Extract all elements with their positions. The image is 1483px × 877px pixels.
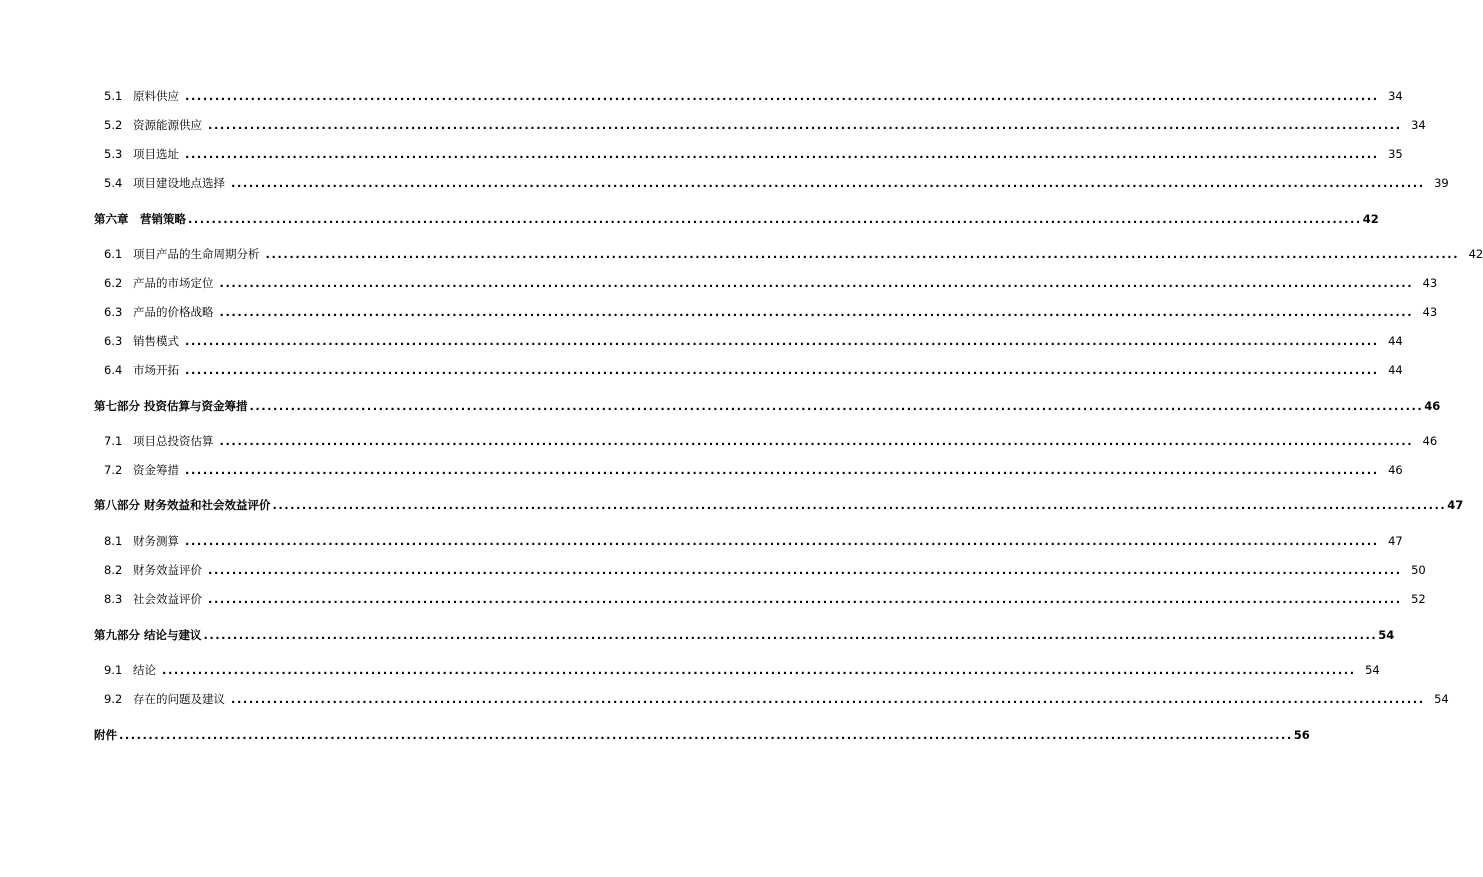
toc-entry-page-number: 47	[1447, 498, 1464, 512]
toc-entry-number: 5.3	[104, 147, 123, 161]
toc-entry-page-number: 54	[1365, 663, 1380, 677]
toc-entry-number: 8.1	[104, 534, 123, 548]
dot-leader: ........................................................................................................................................................................................................	[208, 592, 1402, 606]
dot-leader: ........................................................................................................................................................................................................	[272, 498, 1447, 512]
toc-entry-page-number: 43	[1422, 305, 1438, 319]
toc-entry-title: 第九部分 结论与建议	[94, 628, 202, 642]
dot-leader: ........................................................................................................................................................................................................	[203, 628, 1378, 642]
dot-leader: ........................................................................................................................................................................................................	[219, 276, 1414, 290]
dot-leader: ........................................................................................................................................................................................................	[231, 176, 1425, 190]
toc-entry-title: 原料供应	[133, 89, 179, 103]
toc-entry-number: 8.2	[104, 563, 123, 577]
toc-entry-page-number: 52	[1411, 592, 1426, 606]
toc-entry-title: 附件	[94, 728, 117, 742]
dot-leader: ........................................................................................................................................................................................................	[219, 434, 1414, 448]
dot-leader: ........................................................................................................................................................................................................	[208, 118, 1402, 132]
toc-entry-page-number: 46	[1424, 399, 1441, 413]
toc-entry-page-number: 54	[1378, 628, 1395, 642]
toc-chapter-entry[interactable]	[94, 497, 1464, 513]
toc-entry-number: 5.4	[104, 176, 123, 190]
toc-entry-title: 第八部分 财务效益和社会效益评价	[94, 498, 271, 512]
toc-entry-title: 产品的市场定位	[133, 276, 214, 290]
toc-entry-number: 9.1	[104, 663, 123, 677]
toc-entry-title: 财务效益评价	[133, 563, 202, 577]
toc-section-entry[interactable]	[104, 362, 1403, 378]
dot-leader: ........................................................................................................................................................................................................	[249, 399, 1424, 413]
toc-entry-number: 6.3	[104, 305, 123, 319]
toc-section-entry[interactable]	[104, 246, 1483, 262]
toc-entry-page-number: 56	[1293, 728, 1310, 742]
dot-leader: ........................................................................................................................................................................................................	[185, 463, 1379, 477]
toc-entry-title: 社会效益评价	[133, 592, 202, 606]
toc-section-entry[interactable]	[104, 662, 1380, 678]
toc-entry-title: 项目总投资估算	[133, 434, 214, 448]
toc-section-entry[interactable]	[104, 691, 1449, 707]
toc-entry-number: 5.2	[104, 118, 123, 132]
toc-entry-title: 第六章 营销策略	[94, 212, 186, 226]
toc-entry-number: 6.4	[104, 363, 123, 377]
toc-section-entry[interactable]	[104, 175, 1449, 191]
toc-entry-page-number: 44	[1388, 363, 1403, 377]
toc-section-entry[interactable]	[104, 533, 1403, 549]
toc-entry-title: 市场开拓	[133, 363, 179, 377]
toc-entry-page-number: 35	[1388, 147, 1403, 161]
dot-leader: ........................................................................................................................................................................................................	[265, 247, 1460, 261]
toc-entry-number: 7.2	[104, 463, 123, 477]
toc-chapter-entry[interactable]	[94, 727, 1310, 743]
toc-entry-page-number: 39	[1434, 176, 1449, 190]
toc-section-entry[interactable]	[104, 433, 1438, 449]
toc-entry-page-number: 47	[1388, 534, 1403, 548]
dot-leader: ........................................................................................................................................................................................................	[208, 563, 1402, 577]
toc-entry-title: 销售模式	[133, 334, 179, 348]
toc-section-entry[interactable]	[104, 88, 1403, 104]
toc-entry-page-number: 54	[1434, 692, 1449, 706]
toc-chapter-entry[interactable]	[94, 398, 1441, 414]
toc-entry-title: 结论	[133, 663, 156, 677]
toc-entry-title: 第七部分 投资估算与资金筹措	[94, 399, 248, 413]
toc-entry-number: 6.3	[104, 334, 123, 348]
dot-leader: ........................................................................................................................................................................................................	[119, 728, 1293, 742]
toc-chapter-entry[interactable]	[94, 627, 1395, 643]
toc-section-entry[interactable]	[104, 117, 1426, 133]
toc-entry-title: 产品的价格战略	[133, 305, 214, 319]
toc-entry-title: 财务测算	[133, 534, 179, 548]
toc-section-entry[interactable]	[104, 333, 1403, 349]
dot-leader: ........................................................................................................................................................................................................	[185, 534, 1379, 548]
toc-entry-number: 6.2	[104, 276, 123, 290]
dot-leader: ........................................................................................................................................................................................................	[185, 334, 1379, 348]
toc-entry-page-number: 42	[1362, 212, 1379, 226]
dot-leader: ........................................................................................................................................................................................................	[231, 692, 1425, 706]
toc-entry-title: 项目产品的生命周期分析	[133, 247, 260, 261]
toc-entry-page-number: 50	[1411, 563, 1426, 577]
dot-leader: ........................................................................................................................................................................................................	[162, 663, 1356, 677]
toc-section-entry[interactable]	[104, 146, 1403, 162]
toc-section-entry[interactable]	[104, 275, 1438, 291]
toc-chapter-entry[interactable]	[94, 211, 1379, 227]
dot-leader: ........................................................................................................................................................................................................	[185, 89, 1379, 103]
toc-entry-number: 6.1	[104, 247, 123, 261]
toc-entry-number: 8.3	[104, 592, 123, 606]
dot-leader: ........................................................................................................................................................................................................	[185, 147, 1379, 161]
dot-leader: ........................................................................................................................................................................................................	[188, 212, 1362, 226]
toc-entry-page-number: 44	[1388, 334, 1403, 348]
dot-leader: ........................................................................................................................................................................................................	[185, 363, 1379, 377]
toc-entry-page-number: 34	[1388, 89, 1403, 103]
toc-entry-number: 7.1	[104, 434, 123, 448]
toc-entry-title: 资源能源供应	[133, 118, 202, 132]
toc-section-entry[interactable]	[104, 591, 1426, 607]
toc-section-entry[interactable]	[104, 304, 1438, 320]
toc-entry-page-number: 46	[1388, 463, 1403, 477]
toc-entry-title: 项目建设地点选择	[133, 176, 225, 190]
toc-entry-page-number: 46	[1422, 434, 1438, 448]
toc-entry-title: 存在的问题及建议	[133, 692, 225, 706]
toc-entry-title: 资金筹措	[133, 463, 179, 477]
dot-leader: ........................................................................................................................................................................................................	[219, 305, 1414, 319]
toc-entry-page-number: 42	[1468, 247, 1483, 261]
toc-entry-page-number: 43	[1422, 276, 1438, 290]
toc-entry-number: 9.2	[104, 692, 123, 706]
toc-section-entry[interactable]	[104, 562, 1426, 578]
toc-entry-number: 5.1	[104, 89, 123, 103]
toc-entry-title: 项目选址	[133, 147, 179, 161]
toc-section-entry[interactable]	[104, 462, 1403, 478]
toc-entry-page-number: 34	[1411, 118, 1426, 132]
